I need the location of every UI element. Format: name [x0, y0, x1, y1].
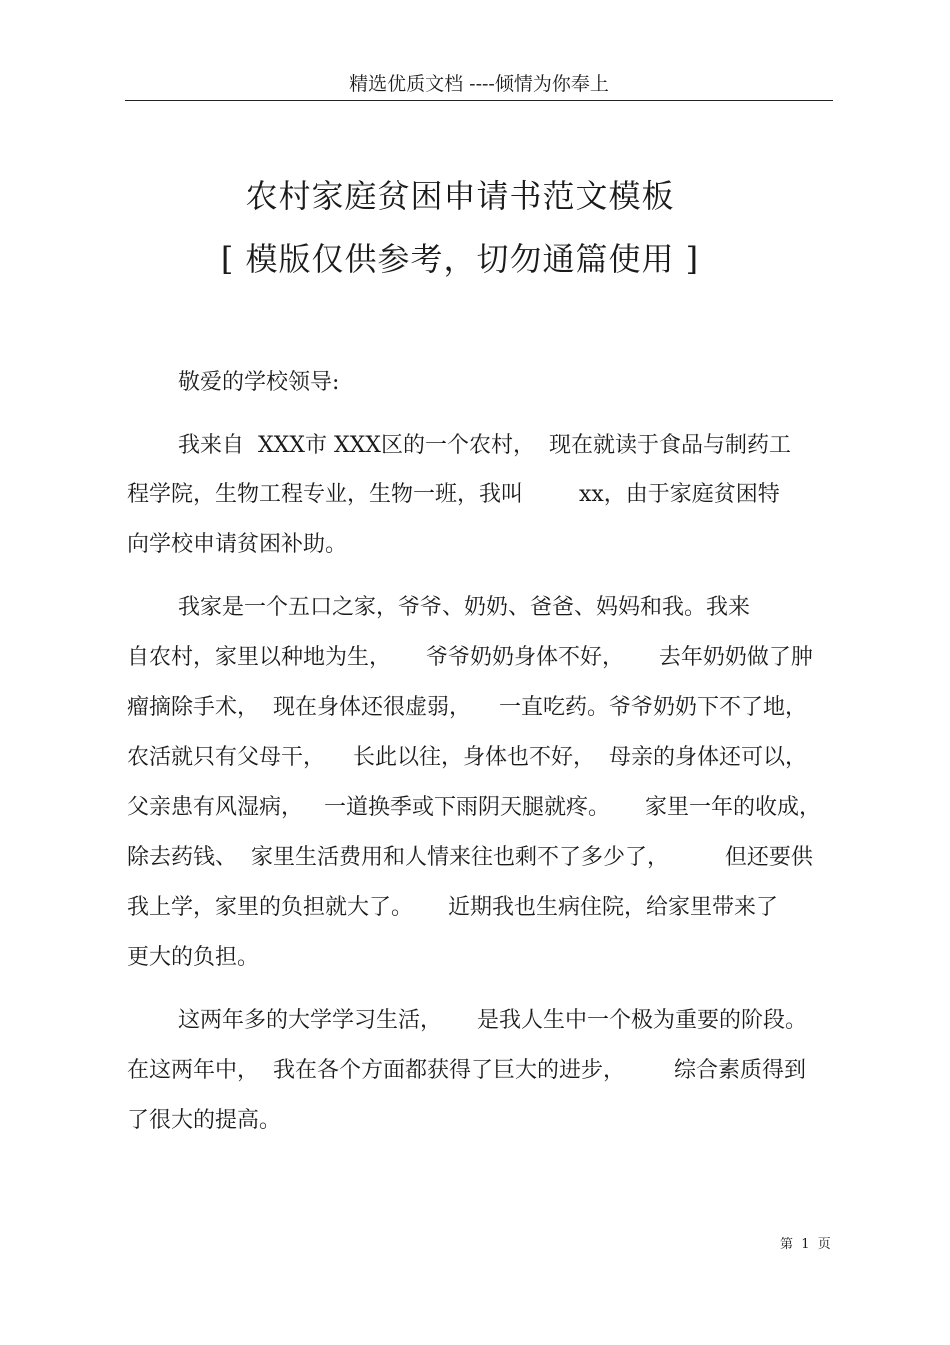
- paragraph-line: 程学院，生物工程专业，生物一班，我叫 xx，由于家庭贫困特: [127, 482, 780, 507]
- document-subtitle: [ 模版仅供参考，切勿通篇使用 ]: [220, 240, 700, 278]
- paragraph-line: 我上学，家里的负担就大了。 近期我也生病住院，给家里带来了: [127, 895, 778, 920]
- paragraph-line: 了很大的提高。: [127, 1108, 282, 1133]
- paragraph-line: 在这两年中， 我在各个方面都获得了巨大的进步， 综合素质得到: [127, 1058, 806, 1083]
- paragraph-line: 瘤摘除手术， 现在身体还很虚弱， 一直吃药。爷爷奶奶下不了地，: [127, 695, 807, 720]
- document-title: 农村家庭贫困申请书范文模板: [245, 177, 675, 215]
- paragraph-line: 农活就只有父母干， 长此以往，身体也不好， 母亲的身体还可以，: [127, 745, 807, 770]
- paragraph-line: 这两年多的大学学习生活， 是我人生中一个极为重要的阶段。: [178, 1008, 807, 1033]
- paragraph-line: 自农村，家里以种地为生， 爷爷奶奶身体不好， 去年奶奶做了肿: [127, 645, 813, 670]
- page-number: 第 1 页: [780, 1237, 831, 1252]
- salutation: 敬爱的学校领导:: [178, 370, 340, 395]
- header-divider: [125, 100, 833, 101]
- paragraph-line: 向学校申请贫困补助。: [127, 532, 348, 557]
- paragraph-line: 父亲患有风湿病， 一道换季或下雨阴天腿就疼。 家里一年的收成，: [127, 795, 821, 820]
- paragraph-line: 除去药钱、 家里生活费用和人情来往也剩不了多少了， 但还要供: [127, 845, 813, 870]
- paragraph-line: 我家是一个五口之家，爷爷、奶奶、爸爸、妈妈和我。我来: [178, 595, 751, 620]
- paragraph-line: 更大的负担。: [127, 945, 260, 970]
- paragraph-line: 我来自 XXX市 XXX区的一个农村， 现在就读于食品与制药工: [178, 433, 791, 458]
- page-header: 精选优质文档 ----倾情为你奉上: [349, 73, 609, 95]
